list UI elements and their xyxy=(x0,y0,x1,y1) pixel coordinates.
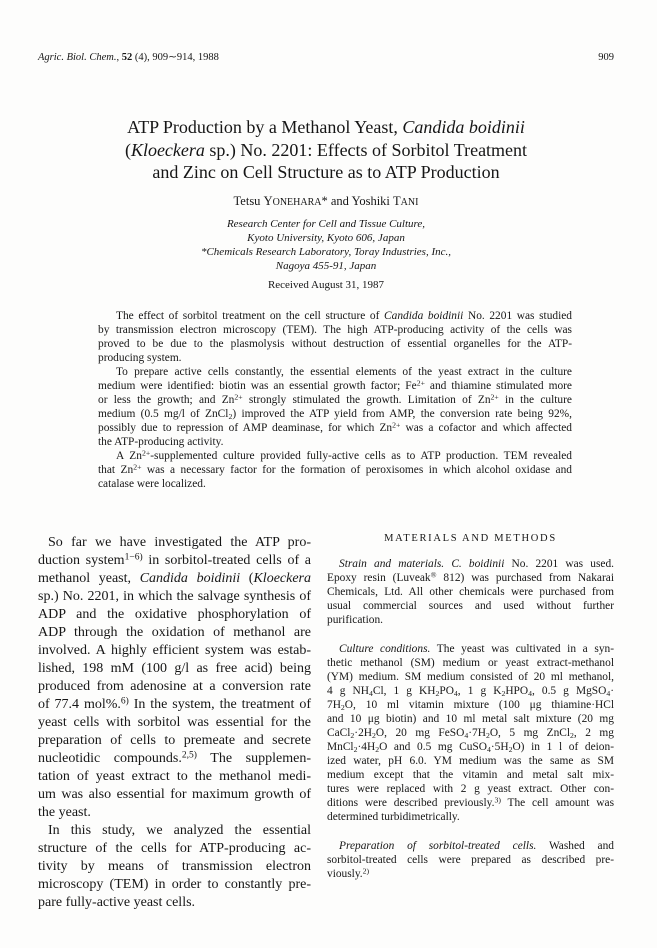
text-run: ·2H xyxy=(354,727,373,739)
subscript: 2 xyxy=(435,689,440,699)
body-line xyxy=(38,804,311,822)
methods-line xyxy=(327,656,614,670)
text-run: MnCl xyxy=(327,741,354,753)
subscript: 4 xyxy=(368,689,373,699)
body-line xyxy=(38,588,311,606)
abstract-paragraph xyxy=(98,365,572,449)
line-content xyxy=(327,769,614,781)
text-run: *Chemicals Research Laboratory, Toray Industries, Inc., xyxy=(200,246,452,258)
methods-paragraph-strain xyxy=(327,557,614,627)
line-content xyxy=(38,895,195,910)
methods-line xyxy=(327,782,614,796)
line-content xyxy=(38,589,311,604)
superscript: 2+ xyxy=(392,420,401,430)
text-run: HPO xyxy=(505,685,529,697)
line-content xyxy=(339,643,614,655)
text-run: ized water, pH 6.0. YM medium was the same as SM xyxy=(327,755,614,767)
text-run: ·4H xyxy=(357,741,376,753)
superscript: 6) xyxy=(120,696,129,707)
line-content xyxy=(38,859,311,874)
body-line xyxy=(38,570,311,588)
superscript: 2) xyxy=(362,866,370,876)
line-content xyxy=(38,715,311,730)
section-heading: MATERIALS AND METHODS xyxy=(384,533,557,544)
methods-line xyxy=(327,670,614,684)
superscript: 2+ xyxy=(490,392,499,402)
text-run: The effect of sorbitol treatment on the cell structure of xyxy=(116,310,385,322)
line-content xyxy=(98,422,572,434)
text-run: Research Center for Cell and Tissue Culture, xyxy=(226,218,426,230)
text-run: usual commercial sources and used without further xyxy=(327,600,614,612)
text-run: possibly due to repression of AMP deaminase, for which Zn xyxy=(98,422,393,434)
line-content xyxy=(339,840,614,852)
text-run: was a cofactor and which affected xyxy=(400,422,572,434)
text-run: The yeast was cultivated in a syn- xyxy=(430,643,615,655)
subscript: 2 xyxy=(508,745,513,755)
line-content xyxy=(327,797,614,809)
subscript: 2 xyxy=(350,731,355,741)
body-line xyxy=(38,858,311,876)
line-content xyxy=(98,352,182,364)
subscript: 2 xyxy=(485,731,490,741)
text-run: methanol yeast, xyxy=(38,571,140,586)
subscript: 2 xyxy=(353,745,358,755)
body-line xyxy=(38,624,311,642)
methods-line xyxy=(327,599,614,613)
line-content xyxy=(38,625,311,640)
methods-line xyxy=(327,585,614,599)
text-run: ATP Production by a Methanol Yeast, xyxy=(127,117,403,137)
text-run: -supplemented culture provided fully-active cells as to ATP production. TEM revealed xyxy=(150,450,572,462)
text-run: Epoxy resin (Luveak xyxy=(327,572,431,584)
line-content xyxy=(98,380,572,392)
line-content xyxy=(98,394,572,406)
body-line xyxy=(38,642,311,660)
subscript: 4 xyxy=(606,689,611,699)
italic-text: Culture conditions. xyxy=(339,643,431,655)
text-run: microscopy (TEM) in order to constantly pre- xyxy=(38,877,311,892)
text-run: proved to be due to the plasmolysis without destruction of essential organelles for the ATP- xyxy=(98,338,572,350)
introduction-paragraph xyxy=(38,534,311,822)
methods-line xyxy=(327,754,614,768)
line-content xyxy=(38,679,311,694)
bold-text: 52 xyxy=(121,52,133,63)
text-run: lished, 198 mM (100 g/l as free acid) being xyxy=(38,661,311,676)
text-run: 7H xyxy=(327,699,341,711)
line-content xyxy=(327,685,614,697)
text-run: * and Yoshiki xyxy=(321,194,394,208)
author-line xyxy=(38,193,614,211)
line-content xyxy=(327,600,614,612)
text-run: Chemicals, Ltd. All other chemicals were purchased from xyxy=(327,586,614,598)
text-run: that Zn xyxy=(98,464,134,476)
abstract-line xyxy=(98,351,572,365)
text-run: tivity by means of transmission electron xyxy=(38,859,311,874)
introduction-paragraph xyxy=(38,822,311,912)
line-content xyxy=(327,572,614,584)
methods-line xyxy=(327,613,614,627)
methods-line xyxy=(327,684,614,698)
page-number: 909 xyxy=(598,52,614,63)
text-run: · xyxy=(610,685,614,697)
line-content xyxy=(127,117,525,137)
italic-text: Candida boidinii xyxy=(384,310,464,322)
subscript: 4 xyxy=(453,689,458,699)
body-line xyxy=(38,534,311,552)
text-run: ADP and the oxidative phosphorylation of xyxy=(38,607,311,622)
text-run: In this study, we analyzed the essential xyxy=(48,823,311,838)
text-run: strongly stimulated the growth. Limitation of Zn xyxy=(242,394,491,406)
text-run: sorbitol-treated cells were prepared as described pre- xyxy=(327,854,614,866)
running-header xyxy=(38,51,614,65)
text-run: So far we have investigated the ATP pro- xyxy=(48,535,311,550)
methods-line xyxy=(327,712,614,726)
affiliation-block xyxy=(38,217,614,273)
line-content xyxy=(116,450,572,462)
text-run: purification. xyxy=(327,614,383,626)
line-content xyxy=(247,232,405,244)
line-content xyxy=(116,366,572,378)
line-content xyxy=(327,671,614,683)
line-content xyxy=(327,657,614,669)
methods-line xyxy=(327,867,614,881)
affiliation-line xyxy=(38,259,614,273)
small-caps-text: TANI xyxy=(393,194,419,208)
received-date: Received August 31, 1987 xyxy=(267,279,385,291)
line-content xyxy=(38,751,311,766)
subscript: 4 xyxy=(486,745,491,755)
text-run: 4 g NH xyxy=(327,685,369,697)
line-content xyxy=(38,733,311,748)
text-run: nucleotidic compounds. xyxy=(38,751,182,766)
text-run: pare fully-active yeast cells. xyxy=(38,895,196,910)
text-run: , 0.5 g MgSO xyxy=(531,685,607,697)
line-content xyxy=(38,553,311,568)
text-run: structure of the cells for ATP-producing ac- xyxy=(38,841,311,856)
text-run: The cell amount was xyxy=(500,797,614,809)
subscript: 2 xyxy=(570,731,574,741)
text-run: , 1 g K xyxy=(457,685,502,697)
methods-line xyxy=(327,839,614,853)
text-run: duction system xyxy=(38,553,125,568)
subscript: 2 xyxy=(375,745,380,755)
line-content xyxy=(201,246,451,258)
journal-citation xyxy=(38,52,219,63)
line-content xyxy=(38,643,311,658)
body-line xyxy=(38,714,311,732)
text-run: No. 2201 was used. xyxy=(504,558,614,570)
line-content xyxy=(276,260,377,272)
line-content xyxy=(98,436,223,448)
affiliation-line xyxy=(38,245,614,259)
text-run: O, 10 ml vitamin mixture (100 μg thiamine·HCl xyxy=(344,699,614,711)
text-run: ) improved the ATP yield from AMP, the conversion rate being 92%, xyxy=(232,408,573,420)
text-run: um was also essential for maximum growth of xyxy=(38,787,311,802)
line-content xyxy=(327,783,614,795)
superscript: 2+ xyxy=(416,378,425,388)
line-content xyxy=(327,811,460,823)
article-title xyxy=(38,116,614,184)
abstract-line xyxy=(98,407,572,421)
text-run: Nagoya 455-91, Japan xyxy=(275,260,377,272)
text-run: or less the growth; and Zn xyxy=(98,394,235,406)
text-run: yeast cells with sorbitol was essential for the xyxy=(38,715,311,730)
introduction-column xyxy=(38,534,311,912)
methods-paragraph-preparation xyxy=(327,839,614,881)
italic-text: Kloeckera xyxy=(130,139,205,160)
subscript: 4 xyxy=(528,689,532,699)
affiliation-line xyxy=(38,217,614,231)
body-line xyxy=(38,696,311,714)
text-run: was a necessary factor for the formation of peroxisomes in which alcohol oxidase and xyxy=(141,464,572,476)
body-line xyxy=(38,750,311,768)
body-line xyxy=(38,894,311,912)
title-line xyxy=(38,139,614,162)
italic-text: Candida boidinii xyxy=(139,571,241,586)
text-run: ·7H xyxy=(468,727,486,739)
line-content xyxy=(327,868,369,880)
text-run: O) in 1 l of deion- xyxy=(512,741,614,753)
text-run: Cl, 1 g KH xyxy=(372,685,436,697)
line-content xyxy=(98,478,206,490)
body-line xyxy=(38,822,311,840)
text-run: medium (0.5 mg/l of ZnCl xyxy=(98,408,229,420)
text-run: Kyoto University, Kyoto 606, Japan xyxy=(247,232,405,244)
text-run: (YM) medium. SM medium consisted of 20 ml methanol, xyxy=(327,671,614,683)
line-content xyxy=(152,162,499,182)
title-line xyxy=(38,116,614,139)
text-run: viously. xyxy=(327,868,363,880)
text-run: To prepare active cells constantly, the essential elements of the yeast extract in the culture xyxy=(116,366,572,378)
text-run: preparation of cells to premeate and secrete xyxy=(38,733,311,748)
abstract-line xyxy=(98,323,572,337)
text-run: of 77.4 mol%. xyxy=(38,697,121,712)
text-run: PO xyxy=(439,685,454,697)
line-content xyxy=(327,755,614,767)
text-run: medium were identified: biotin was an essential growth factor; Fe xyxy=(98,380,417,392)
text-run: sp.) No. 2201, in which the salvage synthesis of xyxy=(38,589,311,604)
text-run: catalase were localized. xyxy=(98,478,206,490)
methods-line xyxy=(327,557,614,571)
line-content xyxy=(38,697,311,712)
italic-text: Candida boidinii xyxy=(402,117,525,137)
methods-line xyxy=(327,571,614,585)
text-run: ditions were described previously. xyxy=(327,797,495,809)
abstract-line xyxy=(98,309,572,323)
text-run: and thiamine stimulated more xyxy=(424,380,572,392)
line-content xyxy=(227,218,425,230)
text-run: tation of yeast extract to the methanol medi- xyxy=(38,769,311,784)
line-content xyxy=(98,338,572,350)
methods-line xyxy=(327,796,614,810)
text-run: involved. A highly efficient system was estab- xyxy=(38,643,311,658)
text-run: , 2 mg xyxy=(573,727,614,739)
line-content xyxy=(38,805,91,820)
line-content xyxy=(327,741,614,753)
body-line xyxy=(38,606,311,624)
italic-text: Preparation of sorbitol-treated cells. xyxy=(339,840,537,852)
superscript: 1−6) xyxy=(124,552,143,563)
text-run: determined turbidimetrically. xyxy=(327,811,460,823)
abstract-line xyxy=(98,421,572,435)
italic-text: Agric. Biol. Chem. xyxy=(38,52,117,63)
superscript: 2+ xyxy=(141,448,151,458)
text-run: produced from adenosine at a conversion rate xyxy=(38,679,311,694)
methods-paragraph-culture xyxy=(327,642,614,824)
superscript: 2+ xyxy=(133,462,142,472)
superscript: 3) xyxy=(494,795,501,805)
italic-text: Kloeckera xyxy=(253,571,311,586)
abstract-line xyxy=(98,393,572,407)
subscript: 2 xyxy=(501,689,506,699)
text-run: and 10 μg biotin) and 10 ml metal salt mixture (20 mg xyxy=(327,713,614,725)
line-content xyxy=(116,310,572,322)
text-run: In the system, the treatment of xyxy=(128,697,311,712)
text-run: CaCl xyxy=(327,727,351,739)
body-line xyxy=(38,840,311,858)
text-run: A Zn xyxy=(116,450,142,462)
italic-text: Strain and materials. xyxy=(339,558,445,570)
text-run: 812) was purchased from Nakarai xyxy=(436,572,614,584)
text-run: ·5H xyxy=(490,741,509,753)
line-content xyxy=(38,607,311,622)
body-line xyxy=(38,876,311,894)
text-run: sp.) No. 2201: Effects of Sorbitol Treatment xyxy=(204,139,528,160)
body-line xyxy=(38,678,311,696)
text-run: No. 2201 was studied xyxy=(463,310,572,322)
abstract-line xyxy=(98,337,572,351)
text-run: in sorbitol-treated cells of a xyxy=(142,553,311,568)
methods-line xyxy=(327,810,614,824)
abstract-line xyxy=(98,435,572,449)
body-line xyxy=(38,768,311,786)
text-run: ( xyxy=(240,571,254,586)
abstract-line xyxy=(98,463,572,477)
line-content xyxy=(327,614,383,626)
line-content xyxy=(98,408,572,420)
line-content xyxy=(339,558,614,570)
line-content xyxy=(98,324,572,336)
methods-line xyxy=(327,740,614,754)
line-content xyxy=(38,571,311,586)
text-run: and Zinc on Cell Structure as to ATP Production xyxy=(152,162,500,182)
body-line xyxy=(38,732,311,750)
text-run: the ATP-producing activity. xyxy=(98,436,224,448)
methods-line xyxy=(327,726,614,740)
authors-line xyxy=(38,193,614,211)
line-content xyxy=(48,535,311,550)
superscript: 2,5) xyxy=(181,750,197,761)
line-content xyxy=(327,854,614,866)
line-content xyxy=(327,699,614,711)
body-line xyxy=(38,786,311,804)
line-content xyxy=(234,194,419,208)
text-run: by transmission electron microscopy (TEM). The high ATP-producing activity of the cells was xyxy=(98,324,572,336)
text-run: ADP through the oxidation of methanol are xyxy=(38,625,311,640)
methods-line xyxy=(327,768,614,782)
abstract-line xyxy=(98,379,572,393)
superscript: ® xyxy=(430,570,437,580)
text-run: medium except that the vitamin and metal salt mix- xyxy=(327,769,614,781)
title-line xyxy=(38,161,614,184)
text-run: thetic methanol (SM) medium or yeast extract-methanol xyxy=(327,657,614,669)
superscript: 2+ xyxy=(234,392,243,402)
subscript: 2 xyxy=(372,731,376,741)
line-content xyxy=(38,787,311,802)
line-content xyxy=(48,823,311,838)
abstract-paragraph xyxy=(98,449,572,491)
text-run: Tetsu xyxy=(233,194,264,208)
abstract-line xyxy=(98,477,572,491)
text-run: Washed and xyxy=(536,840,614,852)
line-content xyxy=(125,140,527,160)
line-content xyxy=(38,769,311,784)
line-content xyxy=(38,877,311,892)
methods-line xyxy=(327,853,614,867)
line-content xyxy=(327,727,614,739)
line-content xyxy=(38,841,311,856)
italic-text: C. boidinii xyxy=(451,558,505,570)
text-run: O, 5 mg ZnCl xyxy=(489,727,571,739)
text-run: the yeast. xyxy=(38,805,91,820)
line-content xyxy=(327,586,614,598)
line-content xyxy=(327,713,614,725)
text-run: O and 0.5 mg CuSO xyxy=(379,741,487,753)
text-run: O, 20 mg FeSO xyxy=(375,727,465,739)
text-run: tures were replaced with 2 g yeast extract. Other con- xyxy=(327,783,614,795)
line-content xyxy=(38,661,311,676)
abstract xyxy=(98,309,572,491)
abstract-line xyxy=(98,365,572,379)
abstract-line xyxy=(98,449,572,463)
text-run: (4), 909∼914, 1988 xyxy=(132,52,219,63)
text-run: in the culture xyxy=(498,394,572,406)
abstract-paragraph xyxy=(98,309,572,365)
body-line xyxy=(38,660,311,678)
subscript: 2 xyxy=(228,412,233,422)
text-run: producing system. xyxy=(98,352,182,364)
methods-line xyxy=(327,698,614,712)
small-caps-text: YONEHARA xyxy=(263,194,322,208)
text-run: The supplemen- xyxy=(196,751,311,766)
body-line xyxy=(38,552,311,570)
subscript: 2 xyxy=(340,703,345,713)
subscript: 4 xyxy=(464,731,469,741)
text-run: , xyxy=(116,52,122,63)
text-run: ( xyxy=(124,139,131,160)
affiliation-line xyxy=(38,231,614,245)
line-content xyxy=(98,464,572,476)
methods-line xyxy=(327,642,614,656)
